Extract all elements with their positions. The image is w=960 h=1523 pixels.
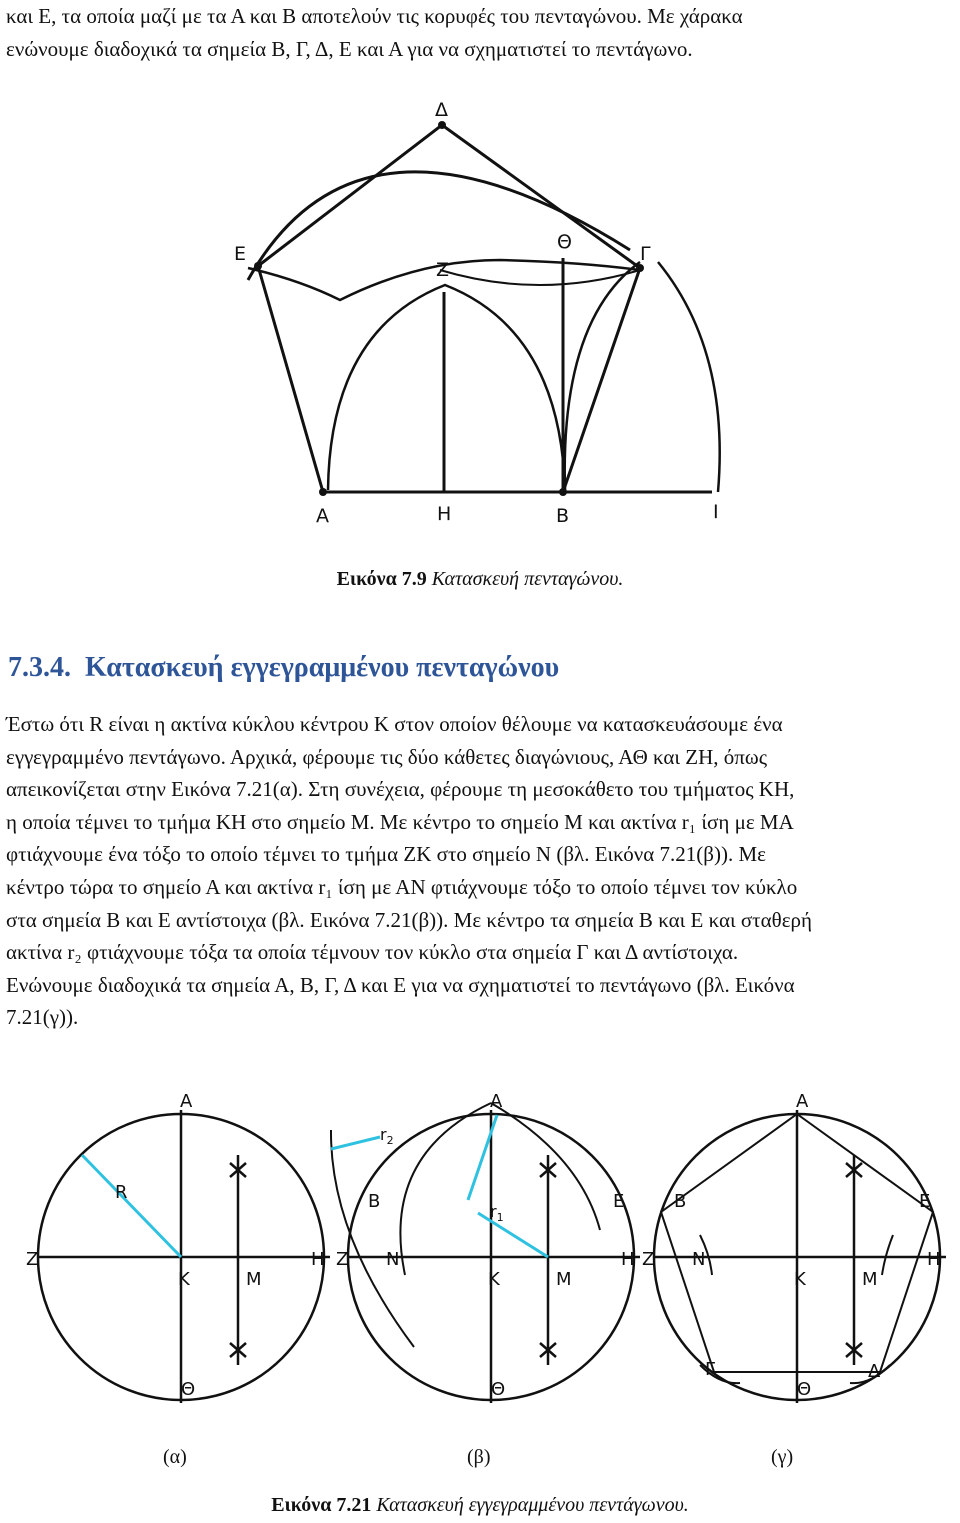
label-eta: Η: [437, 503, 452, 525]
b-label-H: H: [621, 1249, 635, 1270]
b-label-E: E: [613, 1191, 625, 1212]
b-label-N: N: [386, 1249, 400, 1270]
c-label-K: K: [794, 1269, 806, 1290]
b-label-M: M: [556, 1269, 572, 1290]
label-delta: Δ: [435, 99, 448, 121]
subfigure-a: [38, 1110, 330, 1403]
subfigure-label-a: (α): [163, 1446, 187, 1468]
a-label-Z: Z: [26, 1249, 39, 1270]
c-label-M: M: [862, 1269, 878, 1290]
a-label-R: R: [115, 1182, 128, 1203]
body-line: κέντρο τώρα το σημείο Α και ακτίνα r₁ ίση με ΑΝ φτιάχνουμε τόξο το οποίο τέμνει τον κύκλο: [6, 874, 798, 899]
body-line: 7.21(γ)).: [6, 1005, 79, 1030]
body-paragraph: [6, 708, 956, 1034]
body-line: ακτίνα r₂ φτιάχνουμε τόξα τα οποία τέμνουν τον κύκλο στα σημεία Γ και Δ αντίστοιχα.: [6, 940, 739, 965]
section-heading: [8, 652, 559, 684]
figure-7-21-caption: [0, 1494, 960, 1517]
section-title: Κατασκευή εγγεγραμμένου πενταγώνου: [85, 652, 560, 683]
body-line: απεικονίζεται στην Εικόνα 7.21(α). Στη συνέχεια, φέρουμε τη μεσοκάθετο του τμήματος ΚΗ,: [6, 777, 795, 802]
intro-line-2: ενώνουμε διαδοχικά τα σημεία Β, Γ, Δ, Ε και Α για να σχηματιστεί το πεντάγωνο.: [6, 37, 693, 61]
c-label-A: A: [796, 1091, 809, 1112]
section-number: 7.3.4.: [8, 652, 71, 683]
b-label-r2: $r_2$: [380, 1125, 394, 1147]
body-line: Ενώνουμε διαδοχικά τα σημεία Α, Β, Γ, Δ και Ε για να σχηματιστεί το πεντάγωνο (βλ. Εικόνα: [6, 972, 795, 997]
a-label-A: A: [180, 1091, 193, 1112]
c-label-B: B: [674, 1191, 687, 1212]
body-line: εγγεγραμμένο πεντάγωνο. Αρχικά, φέρουμε τις δύο κάθετες διαγώνιους, ΑΘ και ΖΗ, όπως: [6, 744, 768, 769]
figure-7-9-caption: [0, 568, 960, 591]
body-line: στα σημεία Β και Ε αντίστοιχα (βλ. Εικόνα 7.21(β)). Με κέντρο τα σημεία Β και Ε και σταθερή: [6, 907, 812, 932]
b-label-A: A: [490, 1091, 503, 1112]
c-label-Z: Z: [642, 1249, 655, 1270]
c-label-E: E: [919, 1191, 931, 1212]
caption-text: Κατασκευή εγγεγραμμένου πεντάγωνου.: [376, 1494, 689, 1516]
subfigure-b: [331, 1103, 640, 1403]
c-label-Theta: Θ: [797, 1379, 812, 1400]
b-label-Theta: Θ: [491, 1379, 506, 1400]
c-label-N: N: [692, 1249, 706, 1270]
body-line: Έστω ότι R είναι η ακτίνα κύκλου κέντρου Κ στον οποίον θέλουμε να κατασκευάσουμε ένα: [6, 712, 783, 736]
c-label-H: H: [927, 1249, 941, 1270]
a-label-K: K: [178, 1269, 190, 1290]
label-iota: Ι: [713, 501, 719, 523]
subfigure-label-b: (β): [467, 1446, 491, 1468]
label-gamma: Γ: [640, 243, 651, 265]
label-beta: Β: [556, 505, 570, 527]
pentagon-construction-figure: [0, 0, 960, 560]
a-label-H: H: [311, 1249, 325, 1270]
caption-label: Εικόνα 7.21: [271, 1494, 372, 1516]
b-label-B: B: [368, 1191, 381, 1212]
label-alpha: Α: [316, 505, 329, 527]
body-line: η οποία τέμνει το τμήμα ΚΗ στο σημείο Μ. Με κέντρο το σημείο Μ και ακτίνα r₁ ίση με ΜΑ: [6, 809, 794, 834]
subfigure-label-c: (γ): [771, 1446, 794, 1468]
inscribed-pentagon-figure: [0, 1085, 960, 1425]
c-label-Gamma: Γ: [705, 1359, 716, 1380]
a-label-Theta: Θ: [181, 1379, 196, 1400]
label-zeta: Ζ: [436, 259, 450, 281]
b-label-Z: Z: [336, 1249, 349, 1270]
b-label-K: K: [488, 1269, 500, 1290]
caption-label: Εικόνα 7.9: [336, 568, 427, 590]
b-label-r1: $r_1$: [490, 1202, 504, 1224]
c-label-Delta: Δ: [868, 1361, 881, 1382]
body-line: φτιάχνουμε ένα τόξο το οποίο τέμνει το τμήμα ΖΚ στο σημείο Ν (βλ. Εικόνα 7.21(β)). Με: [6, 842, 766, 867]
intro-line-1: και Ε, τα οποία μαζί με τα Α και Β αποτελούν τις κορυφές του πενταγώνου. Με χάρακα: [6, 4, 743, 28]
a-label-M: M: [246, 1269, 262, 1290]
caption-text: Κατασκευή πενταγώνου.: [431, 568, 624, 590]
label-theta: Θ: [557, 231, 572, 253]
label-epsilon: Ε: [234, 243, 247, 265]
